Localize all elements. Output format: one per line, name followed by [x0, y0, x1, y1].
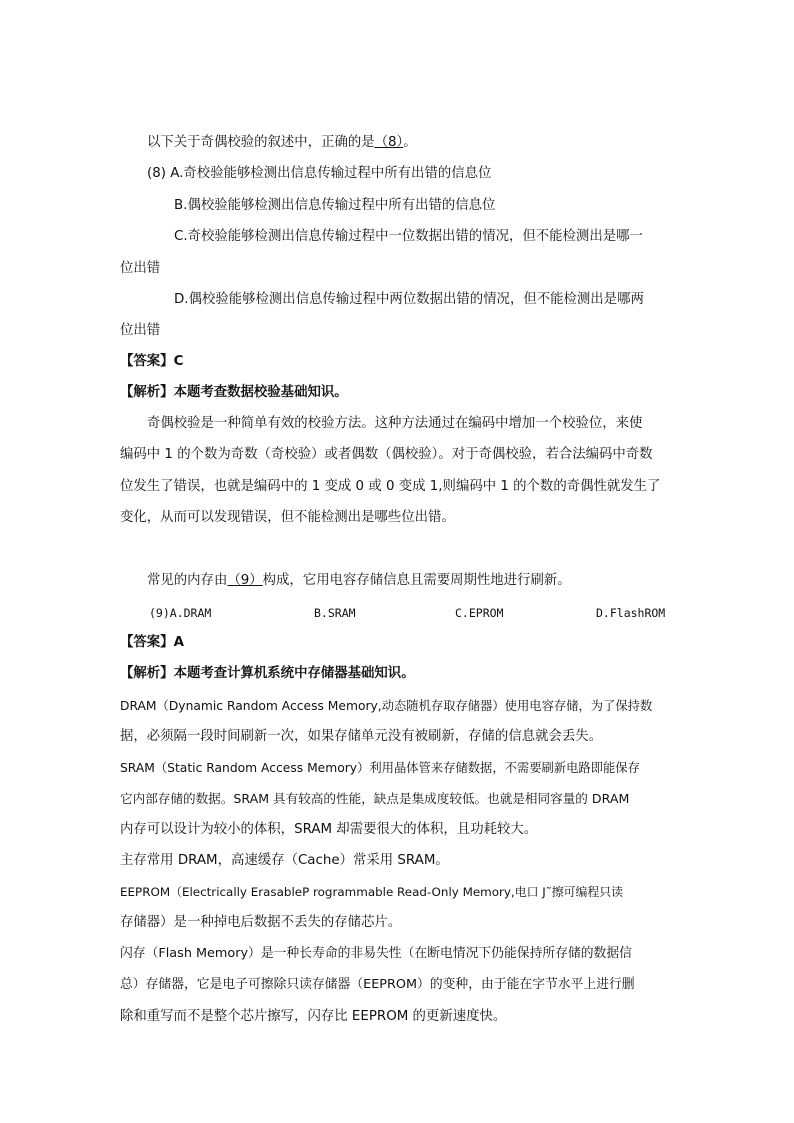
- q8-option-a-text: A.奇校验能够检测出信息传输过程中所有出错的信息位: [170, 166, 492, 181]
- q8-answer-label: 【答案】: [120, 354, 174, 369]
- q8-analysis-line1: 奇偶校验是一种简单有效的校验方法。这种方法通过在编码中增加一个校验位，来使: [147, 416, 643, 431]
- q8-option-d-line2: 位出错: [120, 323, 161, 338]
- q9-option-b: B.SRAM: [314, 606, 356, 620]
- q8-analysis-title: 本题考查数据校验基础知识。: [173, 385, 348, 400]
- q9-sram-line3: 内存可以设计为较小的体积，SRAM 却需要很大的体积，且功耗较大。: [120, 822, 538, 837]
- q9-dram-line1: DRAM（Dynamic Random Access Memory,动态随机存取存储器）使用电容存储，为了保持数: [120, 699, 653, 713]
- q9-answer-label: 【答案】: [120, 635, 174, 650]
- q8-option-c-line2: 位出错: [120, 261, 161, 276]
- q8-blank: （8）: [374, 135, 404, 150]
- q9-sram-line1: SRAM（Static Random Access Memory）利用晶体管来存储数据，不需要刷新电路即能保存: [120, 761, 640, 775]
- q8-stem-text: 以下关于奇偶校验的叙述中，正确的是: [147, 135, 375, 150]
- q8-answer-value: C: [173, 354, 184, 369]
- q8-option-a: [147, 165, 491, 183]
- q8-option-c-line1: C.奇校验能够检测出信息传输过程中一位数据出错的情况，但不能检测出是哪一: [174, 229, 643, 244]
- q9-dram-line2: 据，必须隔一段时间刷新一次，如果存储单元没有被刷新，存储的信息就会丢失。: [120, 729, 603, 744]
- q9-option-a: (9)A.DRAM: [149, 606, 212, 620]
- q9-flash-line3: 除和重写而不是整个芯片擦写，闪存比 EEPROM 的更新速度快。: [120, 1009, 507, 1024]
- q9-eeprom-line2: 存储器）是一种掉电后数据不丢失的存储芯片。: [120, 915, 402, 930]
- q9-eeprom-line1: EEPROM（Electrically ErasableP rogrammable Read-Only Memory,电口 J˜擦可编程只读: [120, 885, 624, 899]
- q8-analysis-line3: 位发生了错误，也就是编码中的 1 变成 0 或 0 变成 1,则编码中 1 的个数的奇偶性就发生了: [120, 479, 661, 494]
- q9-option-c: C.EPROM: [455, 606, 504, 620]
- q8-stem-end: 。: [403, 135, 417, 150]
- q9-answer: [120, 634, 184, 652]
- q9-analysis-title: 本题考查计算机系统中存储器基础知识。: [173, 666, 415, 681]
- q9-blank: （9）: [227, 573, 263, 588]
- q9-option-d: D.FlashROM: [596, 606, 666, 620]
- q9-analysis-label: 【解析】: [120, 666, 174, 681]
- q8-analysis-line2: 编码中 1 的个数为奇数（奇校验）或者偶数（偶校验）。对于奇偶校验，若合法编码中奇数: [120, 447, 653, 462]
- q8-answer: [120, 353, 183, 371]
- q9-stem-text: 常见的内存由: [147, 573, 228, 588]
- q9-analysis-heading: [120, 665, 415, 683]
- q8-option-b: B.偶校验能够检测出信息传输过程中所有出错的信息位: [174, 198, 496, 213]
- q8-option-number: (8): [147, 166, 166, 181]
- q9-stem: [147, 572, 571, 590]
- q9-stem-end: 构成，它用电容存储信息且需要周期性地进行刷新。: [262, 573, 571, 588]
- q9-main-memory: 主存常用 DRAM，高速缓存（Cache）常采用 SRAM。: [120, 853, 449, 868]
- q8-analysis-heading: [120, 384, 348, 402]
- q9-flash-line2: 总）存储器，它是电子可擦除只读存储器（EEPROM）的变种，由于能在字节水平上进行删: [120, 977, 635, 992]
- q9-sram-line2: 它内部存储的数据。SRAM 具有较高的性能，缺点是集成度较低。也就是相同容量的 DRAM: [120, 791, 630, 806]
- q8-analysis-line4: 变化，从而可以发现错误，但不能检测出是哪些位出错。: [120, 510, 455, 525]
- q9-answer-value: A: [173, 635, 184, 650]
- q9-flash-line1: 闪存（Flash Memory）是一种长寿命的非易失性（在断电情况下仍能保持所存储的数据信: [120, 946, 632, 961]
- q8-stem: [147, 134, 417, 152]
- q8-analysis-label: 【解析】: [120, 385, 174, 400]
- q8-option-d-line1: D.偶校验能够检测出信息传输过程中两位数据出错的情况，但不能检测出是哪两: [174, 292, 644, 307]
